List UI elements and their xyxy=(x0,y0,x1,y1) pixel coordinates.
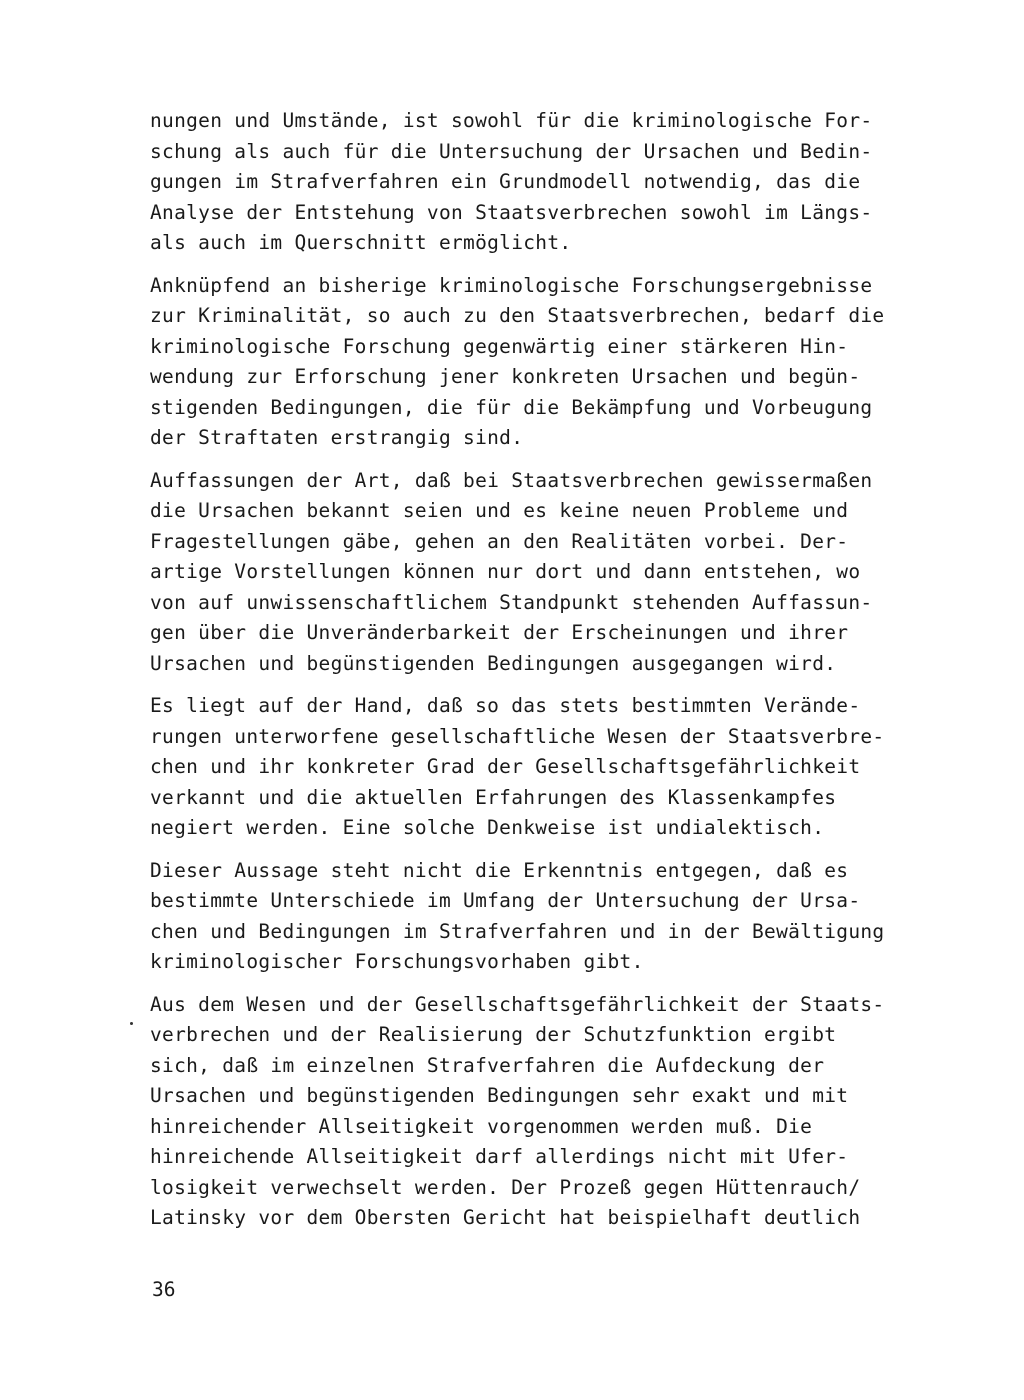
text-line: sich, daß im einzelnen Strafverfahren die Aufdeckung der xyxy=(150,1053,825,1077)
stray-ink-dot xyxy=(130,1022,133,1025)
text-line: chen und Bedingungen im Strafverfahren und in der Bewältigung xyxy=(150,919,885,943)
text-line: zur Kriminalität, so auch zu den Staatsverbrechen, bedarf die xyxy=(150,304,885,327)
text-line: als auch im Querschnitt ermöglicht. xyxy=(150,231,572,254)
text-line: hinreichender Allseitigkeit vorgenommen werden muß. Die xyxy=(150,1114,813,1138)
text-line: schung als auch für die Untersuchung der Ursachen und Bedin- xyxy=(150,139,873,163)
text-line: Dieser Aussage steht nicht die Erkenntnis entgegen, daß es xyxy=(150,858,849,882)
text-line: von auf unwissenschaftlichem Standpunkt stehenden Auffassun- xyxy=(150,590,873,614)
text-line: Latinsky vor dem Obersten Gericht hat beispielhaft deutlich xyxy=(150,1206,861,1229)
text-line: negiert werden. Eine solche Denkweise ist undialektisch. xyxy=(150,816,825,839)
text-line: artige Vorstellungen können nur dort und dann entstehen, wo xyxy=(150,560,861,583)
text-line: stigenden Bedingungen, die für die Bekämpfung und Vorbeugung xyxy=(150,395,873,419)
paragraph-5 xyxy=(150,856,950,978)
text-line: wendung zur Erforschung jener konkreten Ursachen und begün- xyxy=(150,365,861,388)
text-line: Fragestellungen gäbe, gehen an den Realitäten vorbei. Der- xyxy=(150,529,849,553)
page-number: 36 xyxy=(152,1278,176,1301)
text-line: Analyse der Entstehung von Staatsverbrechen sowohl im Längs- xyxy=(150,200,873,224)
text-line: kriminologischer Forschungsvorhaben gibt. xyxy=(150,950,644,973)
paragraph-4 xyxy=(150,691,950,844)
paragraph-1 xyxy=(150,106,950,259)
paragraph-6 xyxy=(150,990,950,1234)
text-line: Es liegt auf der Hand, daß so das stets bestimmten Verände- xyxy=(150,694,861,717)
text-line: Ursachen und begünstigenden Bedingungen sehr exakt und mit xyxy=(150,1084,849,1107)
text-line: bestimmte Unterschiede im Umfang der Untersuchung der Ursa- xyxy=(150,889,861,912)
text-line: die Ursachen bekannt seien und es keine neuen Probleme und xyxy=(150,499,849,522)
text-line: der Straftaten erstrangig sind. xyxy=(150,426,524,449)
text-line: chen und ihr konkreter Grad der Gesellschaftsgefährlichkeit xyxy=(150,755,861,778)
text-line: rungen unterworfene gesellschaftliche Wesen der Staatsverbre- xyxy=(150,724,885,748)
text-line: Anknüpfend an bisherige kriminologische Forschungsergebnisse xyxy=(150,273,873,297)
text-line: Ursachen und begünstigenden Bedingungen ausgegangen wird. xyxy=(150,651,837,675)
text-line: verbrechen und der Realisierung der Schutzfunktion ergibt xyxy=(150,1023,837,1046)
text-line: Auffassungen der Art, daß bei Staatsverbrechen gewissermaßen xyxy=(150,468,873,492)
text-line: gungen im Strafverfahren ein Grundmodell notwendig, das die xyxy=(150,170,861,193)
paragraph-3 xyxy=(150,466,950,680)
paragraph-2 xyxy=(150,271,950,454)
text-line: verkannt und die aktuellen Erfahrungen des Klassenkampfes xyxy=(150,785,837,809)
text-line: kriminologische Forschung gegenwärtig einer stärkeren Hin- xyxy=(150,334,849,358)
text-line: Aus dem Wesen und der Gesellschaftsgefährlichkeit der Staats- xyxy=(150,992,885,1016)
text-line: gen über die Unveränderbarkeit der Erscheinungen und ihrer xyxy=(150,621,849,644)
text-line: hinreichende Allseitigkeit darf allerdings nicht mit Ufer- xyxy=(150,1145,849,1168)
text-line: nungen und Umstände, ist sowohl für die kriminologische For- xyxy=(150,109,873,132)
text-line: losigkeit verwechselt werden. Der Prozeß gegen Hüttenrauch/ xyxy=(150,1175,861,1199)
body-text xyxy=(150,106,950,1246)
